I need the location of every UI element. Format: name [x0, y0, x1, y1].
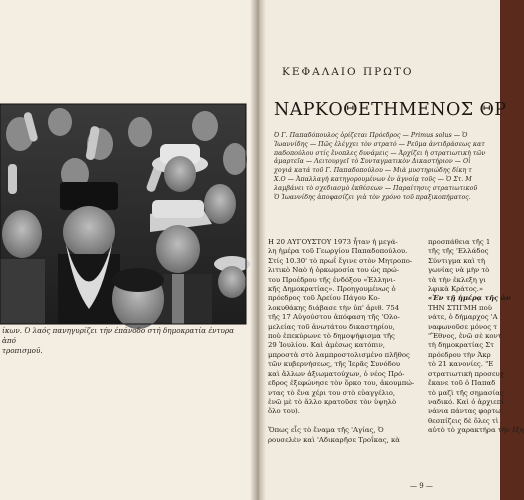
body-line: τῶν κυβερνήσεως, τῆς Ἱερᾶς Συνόδου [268, 360, 401, 369]
chapter-summary [274, 132, 496, 202]
body-line: λη ἡμέρα τοῦ Γεωργίου Παπαδοπούλου. [268, 247, 408, 256]
body-line: ἔκανε τοῦ ὁ Παπαδ [428, 379, 496, 388]
body-line: πρόεδρος τοῦ Ἀρείου Πάγου Κο- [268, 294, 380, 303]
summary-line: χογιά κατά τοῦ Γ. Παπαδοπούλου — Μιὰ μυστηριώδης δίκη τ [274, 167, 472, 175]
body-line: του Προέδρου τῆς ἐνδόξου «Ἑλληνι- [268, 275, 396, 284]
caption-line: τροπισμοῦ. [2, 346, 43, 355]
body-line: Σύντιγμα καὶ τὴ [428, 256, 485, 265]
body-line: τῆς τῆς 'Ελλάδος [428, 247, 489, 256]
body-line: γωνίας νὰ μὴν τὸ [428, 266, 490, 275]
body-line: μπροστὰ στὸ λαμπροστολισμένο πλῆθος [268, 350, 410, 359]
page-number: — 9 — [410, 482, 433, 490]
summary-line: ἁμαρτεῖα — Λειτουργεῖ τὸ Συνταγματικὸν Δικαστήριον — Οἱ [274, 158, 471, 166]
body-line: Ὅπως εἶς τὸ ἕναμα τῆς 'Αγίας, Ὁ [268, 426, 384, 435]
body-line: ρουσελὲν καὶ 'Αδικαρῆσε Τροΐκας, κὰ [268, 435, 400, 444]
body-line: θεσπίζεις δὲ ὅλες τὶ [428, 416, 499, 425]
body-line: ποὺ ἐπεκύρωνε τὸ δημοψήφισμα τῆς [268, 332, 395, 341]
body-line: ἐνῶ μὲ τὸ ἄλλο κρατοῦσε τὸν ὑψηλὸ [268, 397, 397, 406]
body-line: μελείας τοῦ ἀνωτάτου δικαστηρίου, [268, 322, 395, 331]
body-line: πρόεδρου τὴν Ἀκρ [428, 350, 491, 359]
subheading: «Ἐν τῇ ἡμέρᾳ τῆς ἀν [428, 294, 511, 303]
chapter-title: ΝΑΡΚΟΘΕΤΗΜΕΝΟΣ ΘΡ [274, 100, 507, 120]
crowd-photo-illustration [0, 104, 246, 324]
summary-line: Ἰωαννίδης — Πῶς ἐλέγχει τὸν στρατό — Ρεῦμα ἀντιδράσεως κατ [274, 140, 485, 148]
book-gutter [250, 0, 266, 500]
body-line: Η 20 ΑΥΓΟΥΣΤΟΥ 1973 ἦταν ἡ μεγά- [268, 238, 398, 246]
body-line: "Ἔθνος, ἐνῶ σὲ κοντ [428, 332, 502, 341]
body-line: αὐτὸ τὸ χαρακτήρα τὴν ἔξη [428, 426, 524, 435]
body-line: ὅλο του). [268, 407, 300, 416]
left-page [0, 0, 258, 500]
body-line: ντας τὸ ἕνα χέρι του στὸ εὐαγγέλιο, [268, 388, 396, 397]
body-line: τῆς 17 Αὐγούστου ἀπόφαση τῆς 'Ολο- [268, 313, 400, 322]
summary-line: παδοπούλου στίς ἔνοπλες δυνάμεις — Ἀρχίζει ἡ στρατιωτικὴ τῶν [274, 149, 486, 157]
body-line: εδρος ἐξεφώνησε τὸν ὅρκο του, ἀκουμπώ- [268, 379, 415, 388]
body-line: ναφωνοῦσε μόνος τ [428, 322, 498, 331]
body-line: λφικὰ Κράτος.» [428, 285, 484, 294]
body-line: λιτικὸ Ναὸ ἡ ὁρκωμοσία του ὡς πρώ- [268, 266, 400, 275]
body-line: ΤΗΝ ΣΤΙΓΜΗ ποὺ [428, 303, 492, 312]
body-line: νάνια πάντας φορτω [428, 407, 501, 416]
body-line: 29 Ἰουλίου. Καὶ ἀμέσως κατόπιν, [268, 341, 385, 350]
text-column-right [428, 238, 524, 436]
body-line [268, 417, 416, 426]
body-line: τὰ τὴν ἐκλεξη γι [428, 275, 486, 284]
body-line: προσπάθεια τῆς 1 [428, 238, 491, 246]
body-line: καὶ ἄλλων ἀξιωματούχων, ὁ νέος Πρό- [268, 369, 405, 378]
body-line: στρατιωτικὴ προσευχ [428, 369, 504, 378]
body-line: νάτε, ὁ δήμαρχος 'Α [428, 313, 498, 322]
body-line: τὸ 21 κανονίες. "Ε [428, 360, 494, 369]
body-line: κῆς Δημοκρατίας». Προηγουμένως ὁ [268, 285, 396, 294]
body-line: ναδικό. Καὶ ὁ ἀρχιεπί [428, 397, 504, 406]
body-line: Στίς 10.30' τὸ πρωΐ ἔγινε στὸν Μητροπο- [268, 256, 413, 265]
summary-line: Χ.Ο — Ἀπαλλαγὴ κατηγορουμένων ἐν ἀγνοίᾳ τοῦς — Ὁ Στ. Μ [274, 175, 472, 183]
summary-line: Ό Γ. Παπαδόπουλος ὁρίζεται Πρόεδρος — Primus solus — Ὁ [274, 132, 468, 139]
caption-line: ίκων. Ό λαός πανηγυρίζει τήν έπάνοδο στή δημοκρατία έντυρα ἀπό [2, 326, 234, 345]
chapter-label: ΚΕΦΑΛΑΙΟ ΠΡΩΤΟ [282, 66, 414, 78]
summary-line: λαμβάνει τὸ σχεδιασμὸ ἐκθέσεων — Παραίτησις στρατιωτικοῦ [274, 184, 478, 192]
text-column-left [268, 238, 416, 445]
summary-line: Ὁ Ἰωαννίδης ἀποφασίζει γιὰ τὸν χρόνο τοῦ πραξικοπήματος. [274, 193, 471, 201]
crowd-photograph [0, 104, 246, 324]
body-line: τὴ δημοκρατίας Στ [428, 341, 494, 350]
photo-caption [2, 326, 242, 356]
body-line: τὸ μαζὶ τῆς σημασίας [428, 388, 504, 397]
body-line: λοκυθάκης διάβασε τὴν ὑπ' ἀριθ. 754 [268, 303, 400, 312]
